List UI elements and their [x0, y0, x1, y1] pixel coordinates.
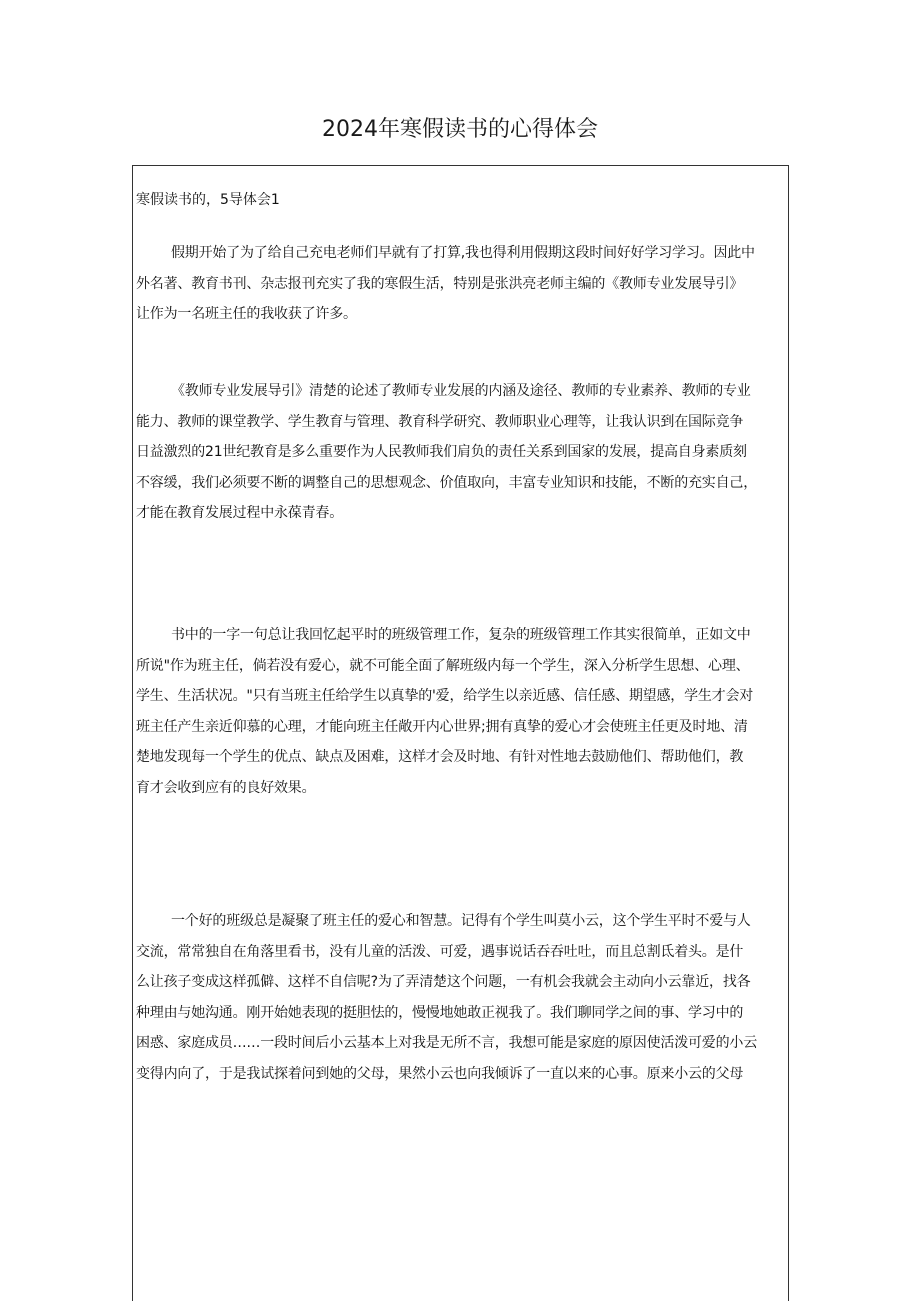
document-body: [132, 165, 789, 1301]
paragraph-line: 日益激烈的21世纪教育是多么重要作为人民教师我们肩负的责任关系到国家的发展，提高自身素质刻: [136, 444, 747, 461]
section-subheading: 寒假读书的，5导体会1: [136, 192, 280, 208]
paragraph-line: 班主任产生亲近仰慕的心理，才能向班主任敞开内心世界;拥有真挚的爱心才会使班主任更及时地、清: [136, 718, 748, 735]
paragraph-line: 困惑、家庭成员……一段时间后小云基本上对我是无所不言，我想可能是家庭的原因使活泼可爱的小云: [136, 1035, 757, 1052]
paragraph-3: [136, 620, 788, 804]
paragraph-line: 让作为一名班主任的我收获了许多。: [136, 306, 357, 323]
paragraph-line: 才能在教育发展过程中永葆青春。: [136, 505, 343, 522]
paragraph-line: 外名著、教育书刊、杂志报刊充实了我的寒假生活，特别是张洪亮老师主编的《教师专业发展导引》: [136, 275, 744, 292]
paragraph-line: 《教师专业发展导引》清楚的论述了教师专业发展的内涵及途径、教师的专业素养、教师的专业: [171, 383, 751, 399]
paragraph-line: 一个好的班级总是凝聚了班主任的爱心和智慧。记得有个学生叫莫小云，这个学生平时不爱与人: [171, 913, 751, 929]
paragraph-line: 楚地发现每一个学生的优点、缺点及困难，这样才会及时地、有针对性地去鼓励他们、帮助他们，教: [136, 749, 744, 766]
paragraph-line: 变得内向了，于是我试探着问到她的父母，果然小云也向我倾诉了一直以来的心事。原来小云的父母: [136, 1065, 744, 1082]
paragraph-line: 么让孩子变成这样孤僻、这样不自信呢?为了弄清楚这个问题，一有机会我就会主动向小云靠近，找各: [136, 974, 751, 991]
paragraph-1: [136, 238, 788, 330]
paragraph-line: 育才会收到应有的良好效果。: [136, 779, 316, 796]
paragraph-line: 种理由与她沟通。刚开始她表现的挺胆怯的，慢慢地她敢正视我了。我们聊同学之间的事、学习中的: [136, 1004, 744, 1021]
paragraph-4: [136, 906, 788, 1090]
paragraph-line: 学生、生活状况。"只有当班主任给学生以真挚的'爱，给学生以亲近感、信任感、期望感，学生才会对: [136, 688, 754, 705]
paragraph-line: 不容缓，我们必须要不断的调整自己的思想观念、价值取向，丰富专业知识和技能，不断的充实自己，: [136, 474, 757, 491]
paragraph-line: 所说"作为班主任，倘若没有爱心，就不可能全面了解班级内每一个学生，深入分析学生思想、心理、: [136, 657, 750, 674]
paragraph-line: 能力、教师的课堂教学、学生教育与管理、教育科学研究、教师职业心理等，让我认识到在国际竞争: [136, 413, 744, 430]
paragraph-line: 书中的一字一句总让我回忆起平时的班级管理工作，复杂的班级管理工作其实很简单，正如文中: [171, 627, 751, 643]
page-title: 2024年寒假读书的心得体会: [322, 117, 598, 142]
paragraph-line: 假期开始了为了给自己充电老师们早就有了打算,我也得利用假期这段时间好好学习学习。因此中: [171, 245, 755, 261]
paragraph-line: 交流，常常独自在角落里看书，没有儿童的活泼、可爱，遇事说话吞吞吐吐，而且总割氐着头。是什: [136, 943, 744, 960]
paragraph-2: [136, 376, 788, 529]
